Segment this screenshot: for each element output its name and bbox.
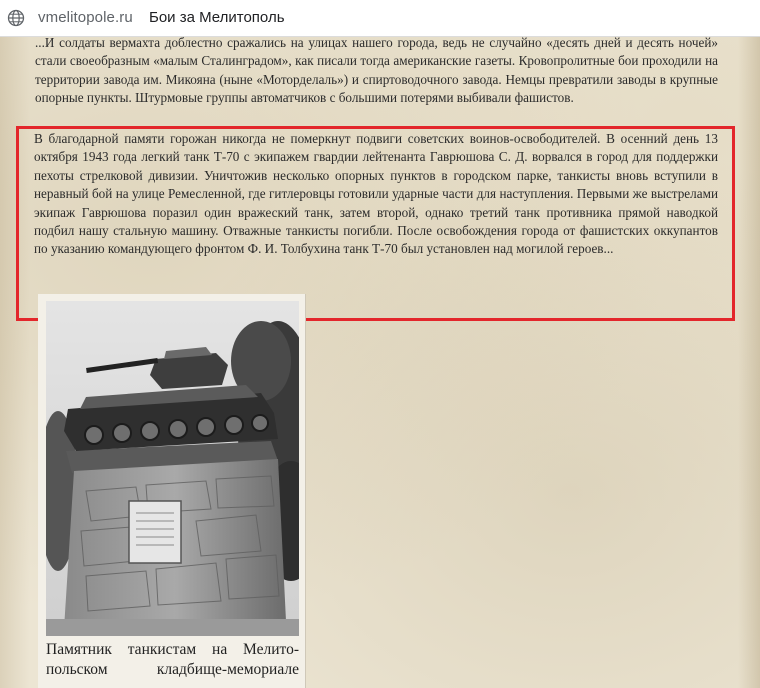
photo-caption <box>46 640 299 680</box>
article-paragraph-2: В благодарной памяти горожан никогда не померкнут подвиги советских воинов-освободителей. В осенний день 13 октября 1943 года легкий танк Т-70 с экипажем гвардии лейтенанта Гаврюшова С. Д. ворвался в город для поддержки пехоты стрелковой дивизии. Уничтожив несколько опорных пунктов в городском парке, танкисты вновь вступили в неравный бой на улице Ремесленной, где гитлеровцы готовили ударные части для наступления. Первыми же выстрелами экипаж Гаврюшова поразил один вражеский танк, затем второй, однако третий танк противника прямой наводкой подбил нашу стальную машину. Отважные танкисты погибли. После освобождения города от фашистских оккупантов по указанию командующего фронтом Ф. И. Толбухина танк Т-70 был установлен над могилой героев... <box>34 131 718 257</box>
article-page <box>0 37 760 688</box>
tank-monument-photo <box>46 301 299 636</box>
photo-caption-line-2: польском кладбище-мемориале <box>46 661 299 678</box>
browser-tab-bar <box>0 0 760 37</box>
photo-caption-line-1: Памятник танкистам на Мелито- <box>46 641 299 658</box>
page-title: Бои за Мелитополь <box>149 9 285 26</box>
globe-icon <box>7 9 25 27</box>
article-paragraph-1: ...И солдаты вермахта доблестно сражались на улицах нашего города, ведь не случайно «десять дней и десять ночей» стали своеобразным «малым Сталинградом», как писали тогда американские газеты. Кровопролитные бои проходили на территории завода им. Микояна (ныне «Моторделаль») и спиртоводочного завода. Немцы превратили заводы в крупные опорные пункты. Штурмовые группы автоматчиков с большими потерями выбивали фашистов. <box>35 37 718 106</box>
photo-card <box>38 294 306 688</box>
site-domain[interactable]: vmelitopole.ru <box>38 9 133 26</box>
